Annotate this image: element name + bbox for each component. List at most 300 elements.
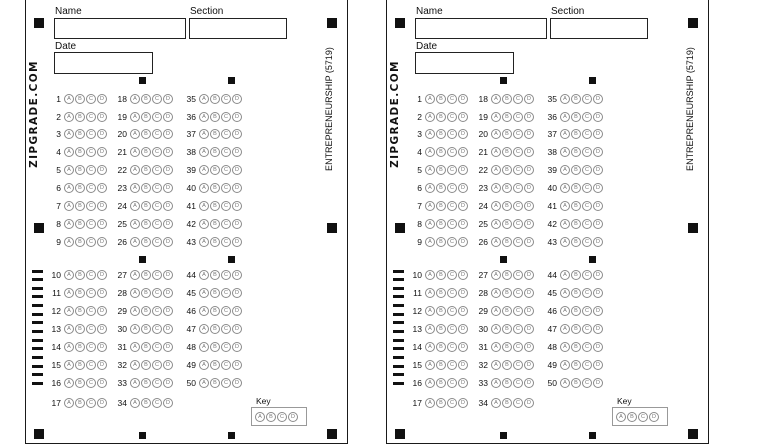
key-bubble-a[interactable]: A	[616, 412, 626, 422]
answer-bubble-a[interactable]: A	[130, 306, 140, 316]
answer-bubble-c[interactable]: C	[152, 201, 162, 211]
answer-bubble-b[interactable]: B	[210, 360, 220, 370]
answer-bubble-c[interactable]: C	[152, 360, 162, 370]
answer-bubble-d[interactable]: D	[593, 324, 603, 334]
answer-bubble-a[interactable]: A	[425, 94, 435, 104]
answer-bubble-d[interactable]: D	[97, 183, 107, 193]
answer-bubble-d[interactable]: D	[232, 288, 242, 298]
answer-bubble-a[interactable]: A	[491, 306, 501, 316]
answer-bubble-c[interactable]: C	[447, 398, 457, 408]
answer-bubble-a[interactable]: A	[199, 342, 209, 352]
answer-bubble-c[interactable]: C	[582, 342, 592, 352]
answer-bubble-b[interactable]: B	[141, 378, 151, 388]
answer-bubble-b[interactable]: B	[502, 165, 512, 175]
answer-bubble-a[interactable]: A	[491, 219, 501, 229]
answer-bubble-c[interactable]: C	[582, 360, 592, 370]
answer-bubble-c[interactable]: C	[86, 288, 96, 298]
answer-bubble-c[interactable]: C	[582, 237, 592, 247]
answer-bubble-b[interactable]: B	[210, 342, 220, 352]
answer-bubble-d[interactable]: D	[163, 147, 173, 157]
answer-bubble-b[interactable]: B	[75, 165, 85, 175]
answer-bubble-a[interactable]: A	[425, 165, 435, 175]
answer-bubble-d[interactable]: D	[97, 378, 107, 388]
answer-bubble-c[interactable]: C	[513, 398, 523, 408]
answer-bubble-d[interactable]: D	[593, 147, 603, 157]
answer-bubble-d[interactable]: D	[97, 129, 107, 139]
answer-bubble-d[interactable]: D	[232, 165, 242, 175]
answer-bubble-b[interactable]: B	[141, 112, 151, 122]
answer-bubble-d[interactable]: D	[593, 129, 603, 139]
answer-bubble-d[interactable]: D	[458, 201, 468, 211]
answer-bubble-c[interactable]: C	[582, 147, 592, 157]
answer-bubble-b[interactable]: B	[75, 324, 85, 334]
answer-bubble-a[interactable]: A	[425, 360, 435, 370]
answer-bubble-d[interactable]: D	[232, 237, 242, 247]
answer-bubble-a[interactable]: A	[199, 270, 209, 280]
answer-bubble-b[interactable]: B	[75, 398, 85, 408]
answer-bubble-d[interactable]: D	[232, 219, 242, 229]
answer-bubble-b[interactable]: B	[571, 112, 581, 122]
answer-bubble-d[interactable]: D	[232, 342, 242, 352]
answer-bubble-b[interactable]: B	[571, 201, 581, 211]
answer-bubble-d[interactable]: D	[524, 94, 534, 104]
answer-bubble-a[interactable]: A	[491, 360, 501, 370]
answer-bubble-d[interactable]: D	[458, 324, 468, 334]
answer-bubble-b[interactable]: B	[75, 342, 85, 352]
answer-bubble-b[interactable]: B	[141, 94, 151, 104]
answer-bubble-c[interactable]: C	[221, 342, 231, 352]
answer-bubble-c[interactable]: C	[152, 270, 162, 280]
answer-bubble-c[interactable]: C	[221, 165, 231, 175]
answer-bubble-c[interactable]: C	[152, 324, 162, 334]
answer-bubble-b[interactable]: B	[75, 129, 85, 139]
answer-bubble-a[interactable]: A	[199, 324, 209, 334]
answer-bubble-c[interactable]: C	[152, 306, 162, 316]
answer-bubble-c[interactable]: C	[86, 94, 96, 104]
answer-bubble-d[interactable]: D	[458, 398, 468, 408]
answer-bubble-b[interactable]: B	[502, 112, 512, 122]
answer-bubble-c[interactable]: C	[152, 147, 162, 157]
answer-bubble-d[interactable]: D	[163, 219, 173, 229]
answer-bubble-c[interactable]: C	[152, 129, 162, 139]
answer-bubble-c[interactable]: C	[221, 129, 231, 139]
answer-bubble-a[interactable]: A	[491, 165, 501, 175]
answer-bubble-c[interactable]: C	[447, 324, 457, 334]
answer-bubble-c[interactable]: C	[447, 237, 457, 247]
answer-bubble-b[interactable]: B	[141, 342, 151, 352]
answer-bubble-b[interactable]: B	[210, 378, 220, 388]
answer-bubble-a[interactable]: A	[64, 165, 74, 175]
answer-bubble-c[interactable]: C	[152, 378, 162, 388]
answer-bubble-d[interactable]: D	[163, 237, 173, 247]
answer-bubble-b[interactable]: B	[210, 237, 220, 247]
answer-bubble-b[interactable]: B	[75, 112, 85, 122]
key-bubble-c[interactable]: C	[638, 412, 648, 422]
answer-bubble-a[interactable]: A	[560, 183, 570, 193]
answer-bubble-b[interactable]: B	[141, 147, 151, 157]
answer-bubble-d[interactable]: D	[524, 306, 534, 316]
answer-bubble-b[interactable]: B	[502, 288, 512, 298]
answer-bubble-c[interactable]: C	[86, 129, 96, 139]
answer-bubble-a[interactable]: A	[560, 147, 570, 157]
answer-bubble-a[interactable]: A	[130, 288, 140, 298]
answer-bubble-c[interactable]: C	[221, 306, 231, 316]
answer-bubble-d[interactable]: D	[458, 360, 468, 370]
answer-bubble-b[interactable]: B	[436, 360, 446, 370]
answer-bubble-a[interactable]: A	[491, 201, 501, 211]
answer-bubble-b[interactable]: B	[571, 360, 581, 370]
answer-bubble-b[interactable]: B	[502, 324, 512, 334]
answer-bubble-d[interactable]: D	[593, 288, 603, 298]
answer-bubble-c[interactable]: C	[152, 288, 162, 298]
answer-bubble-a[interactable]: A	[425, 288, 435, 298]
answer-bubble-b[interactable]: B	[436, 288, 446, 298]
answer-bubble-b[interactable]: B	[210, 112, 220, 122]
answer-bubble-b[interactable]: B	[141, 360, 151, 370]
answer-bubble-a[interactable]: A	[199, 201, 209, 211]
answer-bubble-b[interactable]: B	[502, 270, 512, 280]
answer-bubble-d[interactable]: D	[524, 201, 534, 211]
answer-bubble-c[interactable]: C	[221, 360, 231, 370]
answer-bubble-d[interactable]: D	[232, 360, 242, 370]
answer-bubble-c[interactable]: C	[582, 201, 592, 211]
answer-bubble-b[interactable]: B	[436, 201, 446, 211]
answer-bubble-c[interactable]: C	[513, 342, 523, 352]
key-bubble-c[interactable]: C	[277, 412, 287, 422]
answer-bubble-b[interactable]: B	[141, 398, 151, 408]
answer-bubble-a[interactable]: A	[130, 360, 140, 370]
answer-bubble-d[interactable]: D	[458, 342, 468, 352]
answer-bubble-a[interactable]: A	[425, 237, 435, 247]
answer-bubble-b[interactable]: B	[436, 165, 446, 175]
answer-bubble-c[interactable]: C	[86, 378, 96, 388]
answer-bubble-d[interactable]: D	[97, 306, 107, 316]
answer-bubble-c[interactable]: C	[513, 219, 523, 229]
answer-bubble-c[interactable]: C	[447, 342, 457, 352]
answer-bubble-c[interactable]: C	[447, 306, 457, 316]
answer-bubble-a[interactable]: A	[491, 398, 501, 408]
answer-bubble-c[interactable]: C	[582, 324, 592, 334]
answer-bubble-a[interactable]: A	[64, 147, 74, 157]
answer-bubble-a[interactable]: A	[425, 270, 435, 280]
answer-bubble-c[interactable]: C	[447, 183, 457, 193]
name-field[interactable]	[54, 18, 186, 39]
answer-bubble-d[interactable]: D	[524, 219, 534, 229]
answer-bubble-c[interactable]: C	[221, 378, 231, 388]
answer-bubble-a[interactable]: A	[560, 360, 570, 370]
answer-bubble-d[interactable]: D	[458, 270, 468, 280]
answer-bubble-c[interactable]: C	[513, 360, 523, 370]
answer-bubble-b[interactable]: B	[502, 342, 512, 352]
answer-bubble-b[interactable]: B	[210, 201, 220, 211]
answer-bubble-d[interactable]: D	[163, 360, 173, 370]
section-field[interactable]	[189, 18, 287, 39]
answer-bubble-d[interactable]: D	[524, 237, 534, 247]
answer-bubble-a[interactable]: A	[199, 183, 209, 193]
answer-bubble-b[interactable]: B	[502, 129, 512, 139]
answer-bubble-a[interactable]: A	[491, 183, 501, 193]
answer-bubble-c[interactable]: C	[221, 94, 231, 104]
answer-bubble-b[interactable]: B	[141, 219, 151, 229]
answer-bubble-c[interactable]: C	[152, 112, 162, 122]
answer-bubble-a[interactable]: A	[130, 270, 140, 280]
answer-bubble-d[interactable]: D	[524, 324, 534, 334]
answer-bubble-b[interactable]: B	[210, 219, 220, 229]
answer-bubble-c[interactable]: C	[447, 112, 457, 122]
answer-bubble-b[interactable]: B	[571, 219, 581, 229]
answer-bubble-b[interactable]: B	[210, 94, 220, 104]
answer-bubble-c[interactable]: C	[513, 288, 523, 298]
answer-bubble-b[interactable]: B	[502, 360, 512, 370]
answer-bubble-a[interactable]: A	[130, 94, 140, 104]
answer-bubble-b[interactable]: B	[571, 147, 581, 157]
answer-bubble-a[interactable]: A	[130, 165, 140, 175]
answer-bubble-d[interactable]: D	[524, 165, 534, 175]
answer-bubble-c[interactable]: C	[582, 378, 592, 388]
answer-bubble-d[interactable]: D	[593, 237, 603, 247]
answer-bubble-b[interactable]: B	[75, 270, 85, 280]
answer-bubble-a[interactable]: A	[130, 112, 140, 122]
answer-bubble-d[interactable]: D	[593, 112, 603, 122]
answer-bubble-d[interactable]: D	[232, 112, 242, 122]
key-bubble-d[interactable]: D	[649, 412, 659, 422]
answer-bubble-a[interactable]: A	[560, 94, 570, 104]
answer-bubble-a[interactable]: A	[425, 306, 435, 316]
answer-bubble-c[interactable]: C	[513, 306, 523, 316]
answer-bubble-c[interactable]: C	[582, 219, 592, 229]
answer-bubble-d[interactable]: D	[458, 237, 468, 247]
answer-bubble-c[interactable]: C	[447, 147, 457, 157]
answer-bubble-c[interactable]: C	[86, 183, 96, 193]
answer-bubble-a[interactable]: A	[199, 360, 209, 370]
answer-bubble-a[interactable]: A	[130, 324, 140, 334]
answer-bubble-d[interactable]: D	[593, 183, 603, 193]
answer-bubble-a[interactable]: A	[491, 129, 501, 139]
answer-bubble-b[interactable]: B	[141, 129, 151, 139]
answer-bubble-b[interactable]: B	[141, 201, 151, 211]
answer-bubble-d[interactable]: D	[232, 129, 242, 139]
answer-bubble-b[interactable]: B	[75, 94, 85, 104]
answer-bubble-b[interactable]: B	[502, 306, 512, 316]
answer-bubble-c[interactable]: C	[447, 360, 457, 370]
answer-bubble-b[interactable]: B	[75, 201, 85, 211]
answer-bubble-b[interactable]: B	[436, 398, 446, 408]
answer-bubble-c[interactable]: C	[152, 219, 162, 229]
answer-bubble-d[interactable]: D	[458, 288, 468, 298]
answer-bubble-d[interactable]: D	[593, 219, 603, 229]
answer-bubble-d[interactable]: D	[232, 183, 242, 193]
answer-bubble-c[interactable]: C	[86, 165, 96, 175]
answer-bubble-a[interactable]: A	[425, 219, 435, 229]
answer-bubble-b[interactable]: B	[75, 288, 85, 298]
answer-bubble-a[interactable]: A	[64, 288, 74, 298]
answer-bubble-d[interactable]: D	[524, 147, 534, 157]
answer-bubble-a[interactable]: A	[130, 183, 140, 193]
answer-bubble-a[interactable]: A	[199, 147, 209, 157]
answer-bubble-b[interactable]: B	[210, 324, 220, 334]
answer-bubble-c[interactable]: C	[86, 398, 96, 408]
answer-bubble-d[interactable]: D	[524, 398, 534, 408]
answer-bubble-a[interactable]: A	[130, 129, 140, 139]
answer-bubble-c[interactable]: C	[447, 378, 457, 388]
answer-bubble-c[interactable]: C	[513, 201, 523, 211]
answer-bubble-d[interactable]: D	[593, 94, 603, 104]
answer-bubble-d[interactable]: D	[524, 378, 534, 388]
answer-bubble-a[interactable]: A	[199, 129, 209, 139]
answer-bubble-d[interactable]: D	[163, 270, 173, 280]
date-field[interactable]	[54, 52, 153, 74]
answer-bubble-b[interactable]: B	[141, 288, 151, 298]
answer-bubble-b[interactable]: B	[571, 342, 581, 352]
answer-bubble-a[interactable]: A	[425, 183, 435, 193]
answer-bubble-a[interactable]: A	[560, 201, 570, 211]
answer-bubble-a[interactable]: A	[130, 147, 140, 157]
answer-bubble-d[interactable]: D	[97, 288, 107, 298]
answer-bubble-d[interactable]: D	[163, 94, 173, 104]
answer-bubble-d[interactable]: D	[524, 183, 534, 193]
answer-bubble-a[interactable]: A	[64, 129, 74, 139]
answer-bubble-a[interactable]: A	[560, 237, 570, 247]
answer-bubble-c[interactable]: C	[86, 360, 96, 370]
name-field[interactable]	[415, 18, 547, 39]
answer-bubble-b[interactable]: B	[75, 306, 85, 316]
answer-bubble-a[interactable]: A	[491, 237, 501, 247]
answer-bubble-c[interactable]: C	[221, 183, 231, 193]
answer-bubble-d[interactable]: D	[97, 147, 107, 157]
answer-bubble-b[interactable]: B	[210, 270, 220, 280]
answer-bubble-a[interactable]: A	[199, 306, 209, 316]
answer-bubble-a[interactable]: A	[199, 237, 209, 247]
answer-bubble-d[interactable]: D	[97, 112, 107, 122]
answer-bubble-b[interactable]: B	[141, 237, 151, 247]
answer-bubble-b[interactable]: B	[436, 129, 446, 139]
answer-bubble-b[interactable]: B	[502, 147, 512, 157]
answer-bubble-a[interactable]: A	[491, 94, 501, 104]
answer-bubble-d[interactable]: D	[97, 237, 107, 247]
answer-bubble-b[interactable]: B	[141, 165, 151, 175]
answer-bubble-c[interactable]: C	[221, 237, 231, 247]
answer-bubble-a[interactable]: A	[199, 219, 209, 229]
answer-bubble-b[interactable]: B	[502, 183, 512, 193]
answer-bubble-c[interactable]: C	[582, 183, 592, 193]
answer-bubble-b[interactable]: B	[571, 129, 581, 139]
answer-bubble-c[interactable]: C	[221, 324, 231, 334]
answer-bubble-a[interactable]: A	[560, 306, 570, 316]
answer-bubble-d[interactable]: D	[163, 112, 173, 122]
answer-bubble-c[interactable]: C	[86, 219, 96, 229]
answer-bubble-c[interactable]: C	[221, 147, 231, 157]
answer-bubble-d[interactable]: D	[524, 112, 534, 122]
answer-bubble-d[interactable]: D	[232, 201, 242, 211]
answer-bubble-b[interactable]: B	[436, 342, 446, 352]
answer-bubble-d[interactable]: D	[163, 201, 173, 211]
answer-bubble-d[interactable]: D	[232, 270, 242, 280]
answer-bubble-b[interactable]: B	[502, 94, 512, 104]
answer-bubble-b[interactable]: B	[571, 270, 581, 280]
answer-bubble-b[interactable]: B	[210, 147, 220, 157]
answer-bubble-b[interactable]: B	[436, 306, 446, 316]
answer-bubble-a[interactable]: A	[491, 342, 501, 352]
answer-bubble-b[interactable]: B	[436, 183, 446, 193]
answer-bubble-d[interactable]: D	[593, 306, 603, 316]
answer-bubble-d[interactable]: D	[97, 342, 107, 352]
answer-bubble-d[interactable]: D	[458, 94, 468, 104]
answer-bubble-a[interactable]: A	[199, 165, 209, 175]
answer-bubble-a[interactable]: A	[64, 183, 74, 193]
answer-bubble-b[interactable]: B	[141, 306, 151, 316]
answer-bubble-a[interactable]: A	[64, 201, 74, 211]
answer-bubble-d[interactable]: D	[524, 270, 534, 280]
answer-bubble-c[interactable]: C	[513, 112, 523, 122]
date-field[interactable]	[415, 52, 514, 74]
answer-bubble-a[interactable]: A	[560, 129, 570, 139]
answer-bubble-a[interactable]: A	[64, 94, 74, 104]
answer-bubble-a[interactable]: A	[491, 378, 501, 388]
answer-bubble-d[interactable]: D	[593, 378, 603, 388]
answer-bubble-d[interactable]: D	[458, 165, 468, 175]
answer-bubble-b[interactable]: B	[141, 324, 151, 334]
key-bubble-a[interactable]: A	[255, 412, 265, 422]
answer-bubble-b[interactable]: B	[436, 270, 446, 280]
answer-bubble-c[interactable]: C	[447, 270, 457, 280]
answer-bubble-a[interactable]: A	[130, 342, 140, 352]
answer-bubble-b[interactable]: B	[75, 183, 85, 193]
answer-bubble-c[interactable]: C	[582, 288, 592, 298]
answer-bubble-c[interactable]: C	[513, 129, 523, 139]
answer-bubble-b[interactable]: B	[502, 219, 512, 229]
answer-bubble-c[interactable]: C	[447, 219, 457, 229]
answer-bubble-c[interactable]: C	[447, 94, 457, 104]
answer-bubble-a[interactable]: A	[130, 398, 140, 408]
answer-bubble-b[interactable]: B	[436, 219, 446, 229]
answer-bubble-a[interactable]: A	[199, 378, 209, 388]
answer-bubble-a[interactable]: A	[425, 201, 435, 211]
answer-bubble-b[interactable]: B	[571, 94, 581, 104]
answer-bubble-b[interactable]: B	[210, 129, 220, 139]
answer-bubble-a[interactable]: A	[64, 342, 74, 352]
answer-bubble-b[interactable]: B	[210, 288, 220, 298]
answer-bubble-c[interactable]: C	[86, 112, 96, 122]
answer-bubble-b[interactable]: B	[571, 306, 581, 316]
answer-bubble-a[interactable]: A	[560, 324, 570, 334]
section-field[interactable]	[550, 18, 648, 39]
answer-bubble-a[interactable]: A	[560, 219, 570, 229]
answer-bubble-d[interactable]: D	[458, 219, 468, 229]
answer-bubble-c[interactable]: C	[86, 306, 96, 316]
answer-bubble-d[interactable]: D	[163, 378, 173, 388]
answer-bubble-d[interactable]: D	[593, 201, 603, 211]
answer-bubble-b[interactable]: B	[141, 183, 151, 193]
answer-bubble-d[interactable]: D	[593, 165, 603, 175]
answer-bubble-a[interactable]: A	[425, 342, 435, 352]
answer-bubble-c[interactable]: C	[447, 165, 457, 175]
answer-bubble-a[interactable]: A	[64, 237, 74, 247]
answer-bubble-a[interactable]: A	[425, 398, 435, 408]
answer-bubble-c[interactable]: C	[152, 342, 162, 352]
answer-bubble-d[interactable]: D	[232, 378, 242, 388]
answer-bubble-c[interactable]: C	[86, 201, 96, 211]
answer-bubble-c[interactable]: C	[221, 112, 231, 122]
answer-bubble-a[interactable]: A	[64, 270, 74, 280]
answer-bubble-d[interactable]: D	[97, 165, 107, 175]
answer-bubble-b[interactable]: B	[436, 147, 446, 157]
answer-bubble-a[interactable]: A	[130, 201, 140, 211]
answer-bubble-c[interactable]: C	[152, 398, 162, 408]
answer-bubble-a[interactable]: A	[64, 360, 74, 370]
answer-bubble-c[interactable]: C	[221, 219, 231, 229]
answer-bubble-a[interactable]: A	[560, 270, 570, 280]
answer-bubble-c[interactable]: C	[513, 324, 523, 334]
